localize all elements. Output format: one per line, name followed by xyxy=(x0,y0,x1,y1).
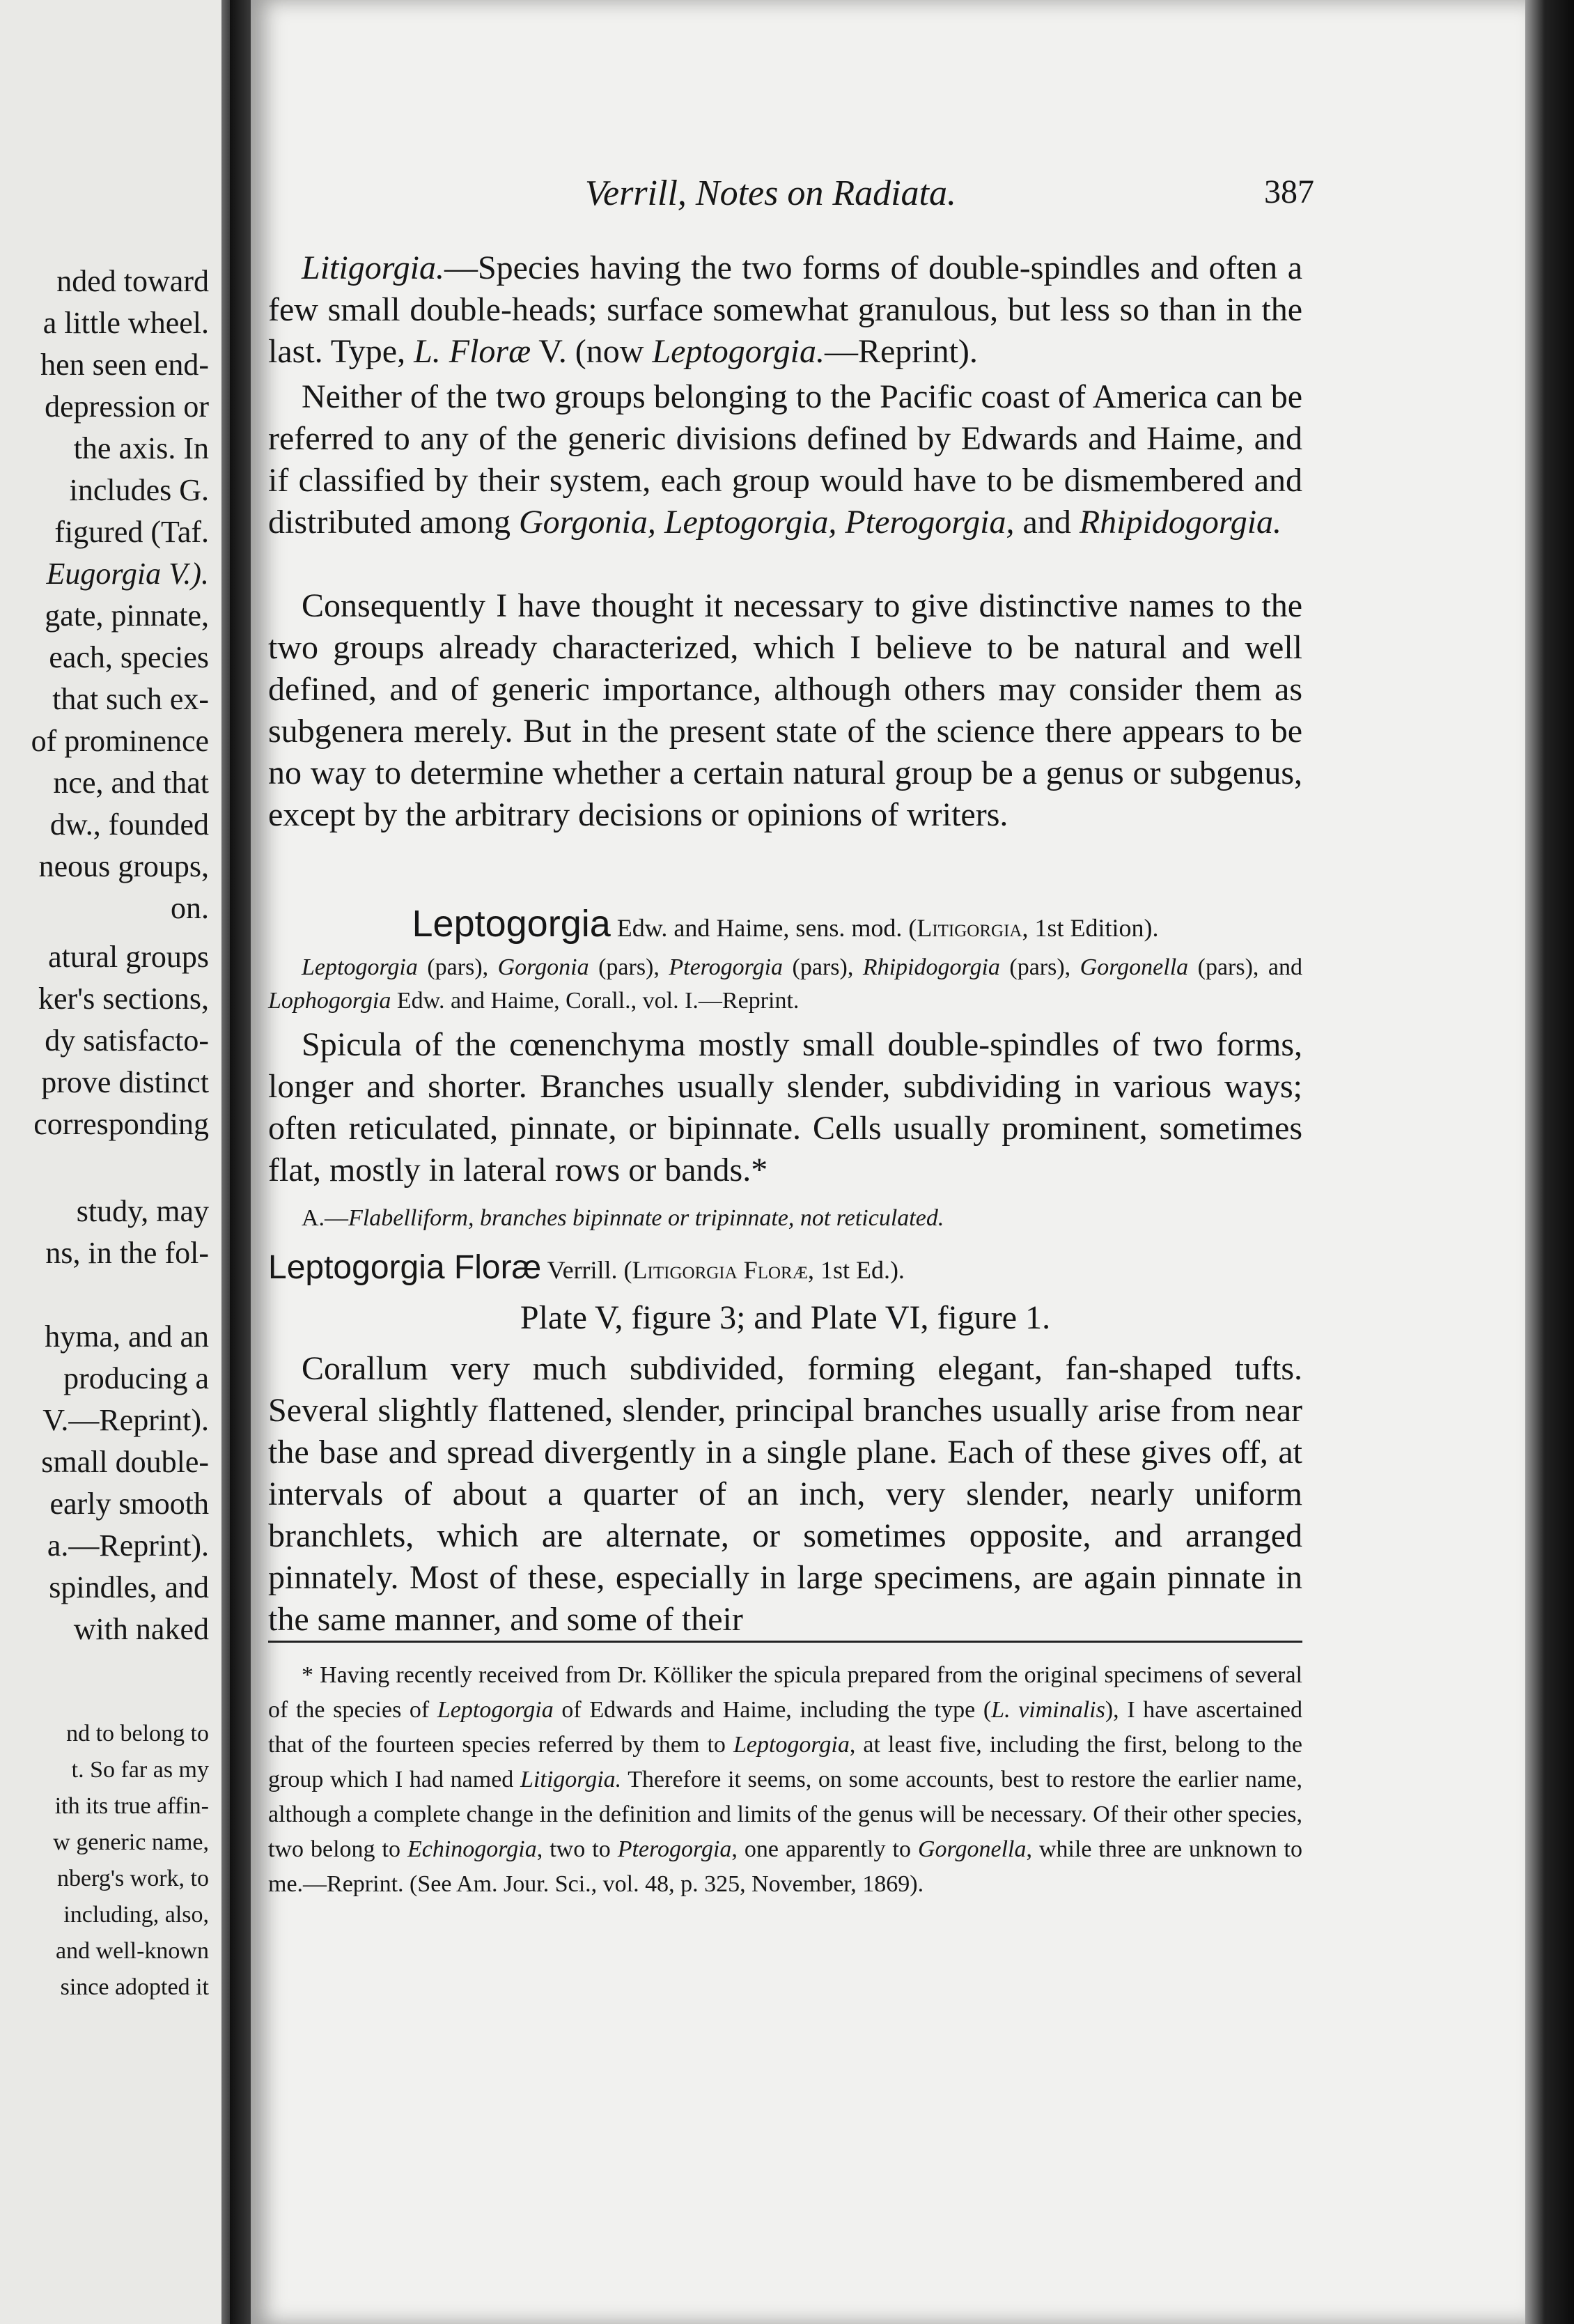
left-line: hen seen end- xyxy=(40,348,209,382)
left-line: of prominence xyxy=(31,724,209,758)
plate-reference: Plate V, figure 3; and Plate VI, figure 1. xyxy=(520,1299,1051,1336)
left-line: neous groups, xyxy=(38,849,209,883)
section-a xyxy=(268,1202,1302,1235)
genus-heading xyxy=(268,902,1302,945)
left-footnote-line: and well-known xyxy=(55,1938,209,1964)
footnote-text: , two to xyxy=(536,1836,618,1862)
page-number: 387 xyxy=(1264,173,1314,210)
left-page xyxy=(0,0,230,2324)
paragraph-consequently: Consequently I have thought it necessary to give distinctive names to the two groups already characterized, which I believe to be natural and well defined, and of generic importance, although others may consider them as subgenera merely. But in the present state of the science there appears to be no way to determine whether a certain natural group be a genus or subgenus, except by the arbitrary decisions or opinions of writers. xyxy=(268,587,1302,833)
synonym: Lophogorgia xyxy=(268,988,391,1014)
species-heading xyxy=(268,1248,1302,1287)
left-line: early smooth xyxy=(49,1487,209,1521)
left-line: figured (Taf. xyxy=(54,515,209,549)
paragraph-pacific-groups xyxy=(268,376,1302,543)
species-name: L. Floræ xyxy=(414,333,531,370)
footnote-text: ), I have ascertained that of the fourteen species referred by them to xyxy=(268,1697,1302,1758)
page-edge xyxy=(1525,0,1574,2324)
paragraph-text: V. (now xyxy=(531,333,653,370)
left-line: gate, pinnate, xyxy=(45,598,209,633)
genus-name: Leptogorgia. xyxy=(652,333,825,370)
left-line: V.—Reprint). xyxy=(42,1403,209,1437)
left-line: nce, and that xyxy=(53,766,209,800)
left-line: the axis. In xyxy=(73,431,209,465)
left-footnote-line: ith its true affin- xyxy=(54,1793,209,1819)
left-line: spindles, and xyxy=(49,1570,209,1604)
footnote-taxon: Gorgonella xyxy=(917,1836,1027,1862)
left-line: dw., founded xyxy=(49,807,209,842)
left-line: on. xyxy=(171,891,209,925)
left-footnote-line: t. So far as my xyxy=(71,1757,209,1783)
left-line: with naked xyxy=(73,1612,209,1646)
paragraph-text: —Species having the two forms of double-spindles and often a few small double-heads; surface somewhat granulous, but less so than in the last. Type, xyxy=(268,249,1302,370)
synonymy-text: (pars), xyxy=(999,954,1080,980)
footnote xyxy=(268,1658,1302,1902)
left-line: small double- xyxy=(41,1445,209,1479)
paragraph-litigorgia xyxy=(268,247,1302,373)
left-line: Eugorgia V.). xyxy=(46,557,209,591)
footnote-text: , one apparently to xyxy=(731,1836,918,1862)
left-line: ns, in the fol- xyxy=(45,1236,209,1270)
footnote-text: , at least five, including the first, belong to the group which I had named xyxy=(268,1732,1302,1792)
footnote-taxon: Leptogorgia xyxy=(733,1732,850,1758)
left-line: atural groups xyxy=(48,940,209,974)
running-head: Verrill, Notes on Radiata. xyxy=(585,173,956,213)
genus-name: Litigorgia. xyxy=(302,249,444,286)
synonymy-text: Edw. and Haime, Corall., vol. I.—Reprint. xyxy=(391,988,800,1014)
synonym: Rhipidogorgia xyxy=(862,954,1000,980)
species-heading-authority: Verrill. ( xyxy=(541,1256,632,1284)
paragraph-text: Neither of the two groups belonging to the Pacific coast of America can be referred to any of the generic divisions defined by Edwards and Haime, and if classified by their system, each group would have to be dismembered and distributed among xyxy=(268,378,1302,541)
left-line: each, species xyxy=(49,640,209,674)
species-heading-edition: , 1st Ed.). xyxy=(807,1256,905,1284)
left-footnote-line: since adopted it xyxy=(60,1974,209,2000)
left-footnote-line: nd to belong to xyxy=(66,1721,209,1746)
synonymy xyxy=(268,951,1302,1018)
synonym: Gorgonia xyxy=(497,954,589,980)
footnote-text: Therefore it seems, on some accounts, best to restore the earlier name, although a complete change in the definition and limits of the genus will be necessary. Of their other species, two belong to xyxy=(268,1767,1302,1862)
left-line: prove distinct xyxy=(41,1065,209,1099)
synonym: Gorgonella xyxy=(1080,954,1189,980)
left-line: a.—Reprint). xyxy=(47,1528,209,1563)
footnote-taxon: Pterogorgia xyxy=(617,1836,732,1862)
right-page xyxy=(251,0,1525,2324)
left-line: nded toward xyxy=(56,264,209,298)
synonymy-text: (pars), xyxy=(589,954,669,980)
footnote-text: , while three are unknown to me.—Reprint. (See Am. Jour. Sci., vol. 48, p. 325, November, 1869). xyxy=(268,1836,1302,1897)
footnote-text: * Having recently received from Dr. Kölliker the spicula prepared from the original specimens of several of the species of xyxy=(268,1662,1302,1723)
footnote-taxon: Echinogorgia xyxy=(407,1836,537,1862)
left-line: producing a xyxy=(63,1361,209,1395)
left-line: hyma, and an xyxy=(45,1319,209,1354)
footnote-taxon: Litigorgia. xyxy=(520,1767,622,1792)
section-label: A.— xyxy=(302,1205,349,1231)
footnote-taxon: L. viminalis xyxy=(991,1697,1105,1723)
left-line: dy satisfacto- xyxy=(45,1023,209,1058)
left-line: study, may xyxy=(76,1194,209,1228)
footnote-text: of Edwards and Haime, including the type ( xyxy=(553,1697,992,1723)
left-footnote-line: w generic name, xyxy=(53,1829,209,1855)
synonym: Pterogorgia xyxy=(669,954,784,980)
left-footnote-line: including, also, xyxy=(63,1902,209,1928)
left-line: corresponding xyxy=(33,1107,209,1141)
synonymy-text: (pars), xyxy=(783,954,863,980)
left-line: ker's sections, xyxy=(38,982,209,1016)
species-heading-name: Leptogorgia Floræ xyxy=(268,1249,542,1286)
left-footnote-line: nberg's work, to xyxy=(57,1866,209,1891)
genus-heading-authority: Edw. and Haime, sens. mod. ( xyxy=(610,914,917,942)
paragraph-text: —Reprint). xyxy=(824,333,978,370)
left-line: a little wheel. xyxy=(42,306,209,340)
genus-heading-smallcaps: Litigorgia xyxy=(917,914,1022,942)
genus-heading-edition: , 1st Edition). xyxy=(1022,914,1159,942)
genus-name: Rhipidogorgia. xyxy=(1079,504,1282,541)
left-line: includes G. xyxy=(69,473,209,507)
genus-heading-name: Leptogorgia xyxy=(412,903,611,945)
synonym: Leptogorgia xyxy=(302,954,418,980)
footnote-taxon: Leptogorgia xyxy=(437,1697,554,1723)
paragraph-text: and xyxy=(1014,504,1080,541)
species-description: Corallum very much subdivided, forming elegant, fan-shaped tufts. Several slightly flattened, slender, principal branches usually arise from near the base and spread divergently in a single plane. Each of these gives off, at intervals of about a quarter of an inch, very slender, nearly uniform branchlets, which are alternate, or sometimes opposite, and arranged pinnately. Most of these, especially in large specimens, are again pinnate in the same manner, and some of their xyxy=(268,1350,1302,1638)
left-line: that such ex- xyxy=(52,682,209,716)
footnote-rule xyxy=(268,1641,1302,1643)
synonymy-text: (pars), and xyxy=(1188,954,1302,980)
synonymy-text: (pars), xyxy=(417,954,498,980)
genus-names: Gorgonia, Leptogorgia, Pterogorgia, xyxy=(518,504,1015,541)
genus-diagnosis: Spicula of the cœnenchyma mostly small double-spindles of two forms, longer and shorter. Branches usually slender, subdividing in various ways; often reticulated, pinnate, or bipinnate. Cells usually prominent, sometimes flat, mostly in lateral rows or bands.* xyxy=(268,1026,1302,1188)
species-heading-smallcaps: Litigorgia Floræ xyxy=(632,1256,808,1284)
section-text: Flabelliform, branches bipinnate or tripinnate, not reticulated. xyxy=(348,1205,944,1231)
left-line: depression or xyxy=(45,389,209,424)
